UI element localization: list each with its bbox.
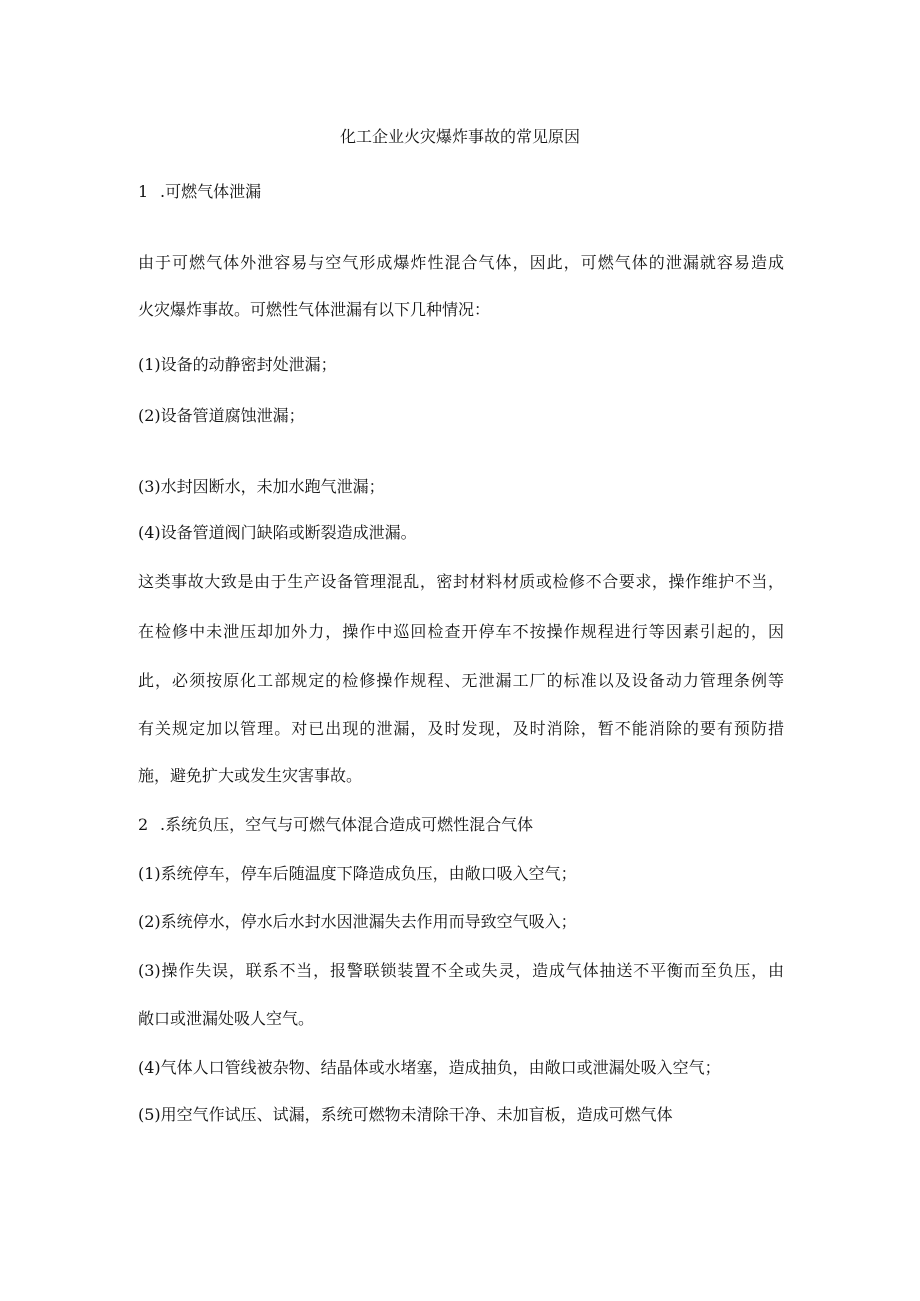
paragraph-line: 此，必须按原化工部规定的检修操作规程、无泄漏工厂的标准以及设备动力管理条例等 (138, 671, 784, 690)
paragraph-line: 这类事故大致是由于生产设备管理混乱，密封材料材质或检修不合要求，操作维护不当， (138, 572, 784, 591)
list-item: (1)设备的动静密封处泄漏； (138, 355, 337, 374)
paragraph-line: 由于可燃气体外泄容易与空气形成爆炸性混合气体，因此，可燃气体的泄漏就容易造成 (138, 253, 784, 272)
list-item: (3)水封因断水，未加水跑气泄漏； (138, 477, 385, 496)
list-item: (2)设备管道腐蚀泄漏； (138, 406, 305, 425)
paragraph-line: 施，避免扩大或发生灾害事故。 (138, 766, 363, 785)
section-1-number: 1 (138, 182, 149, 201)
list-item: (1)系统停车，停车后随温度下降造成负压，由敞口吸入空气； (138, 864, 577, 883)
document-title: 化工企业火灾爆炸事故的常见原因 (339, 127, 580, 146)
section-1-heading-text: .可燃气体泄漏 (160, 182, 262, 201)
list-item: (3)操作失误，联系不当，报警联锁装置不全或失灵，造成气体抽送不平衡而至负压，由 (138, 961, 784, 980)
list-item: (4)设备管道阀门缺陷或断裂造成泄漏。 (138, 523, 417, 542)
section-2-heading-text: .系统负压，空气与可燃气体混合造成可燃性混合气体 (160, 815, 534, 834)
list-item: 敞口或泄漏处吸人空气。 (138, 1009, 315, 1028)
section-2-number: 2 (138, 815, 149, 834)
paragraph-line: 在检修中未泄压却加外力，操作中巡回检查开停车不按操作规程进行等因素引起的，因 (138, 622, 784, 641)
paragraph-line: 有关规定加以管理。对已出现的泄漏，及时发现，及时消除，暂不能消除的要有预防措 (138, 719, 784, 738)
paragraph-line: 火灾爆炸事故。可燃性气体泄漏有以下几种情况： (138, 300, 491, 319)
section-2-heading (138, 814, 533, 836)
section-1-heading (138, 181, 261, 203)
list-item: (4)气体人口管线被杂物、结晶体或水堵塞，造成抽负，由敞口或泄漏处吸入空气； (138, 1058, 721, 1077)
list-item: (2)系统停水，停水后水封水因泄漏失去作用而导致空气吸入； (138, 912, 577, 931)
list-item: (5)用空气作试压、试漏，系统可燃物未清除干净、未加盲板，造成可燃气体 (138, 1105, 673, 1124)
